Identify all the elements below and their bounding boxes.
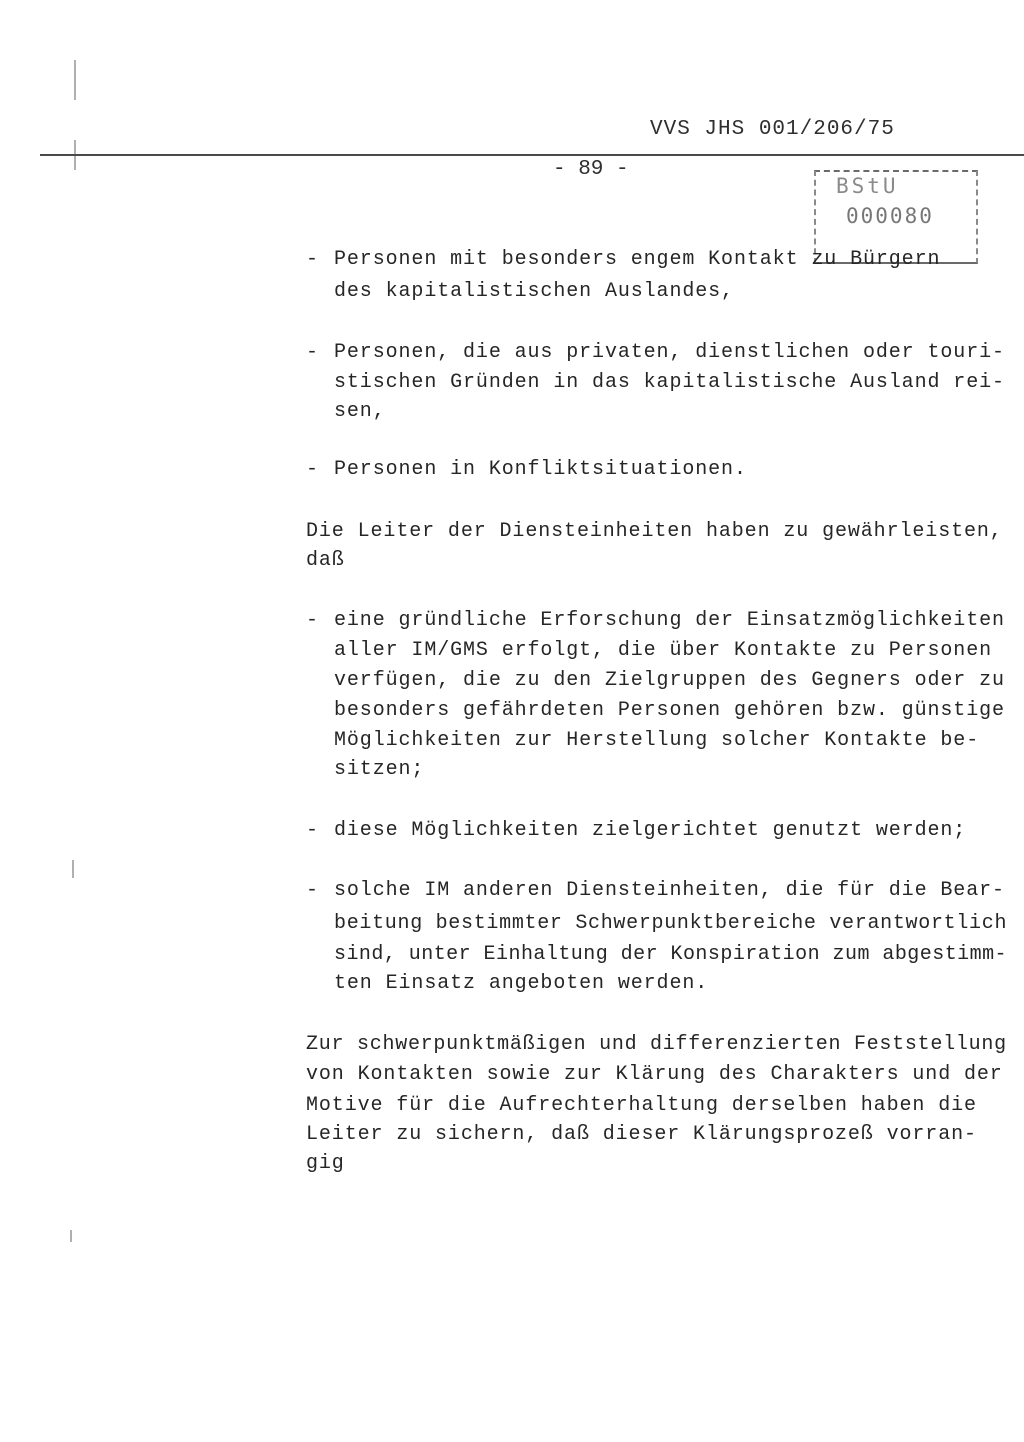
text-line: Motive für die Aufrechterhaltung derselben haben die [306,1094,977,1117]
text-line: sitzen; [334,758,425,781]
bullet-dash: - [306,819,319,842]
text-line: stischen Gründen in das kapitalistische Ausland rei- [334,371,1005,394]
text-line: Personen in Konfliktsituationen. [334,458,747,481]
header-rule [40,154,1024,156]
text-line: Leiter zu sichern, daß dieser Klärungsprozeß vorran- [306,1123,977,1146]
scan-speck [70,1230,72,1242]
bullet-dash: - [306,609,319,632]
page-number: - 89 - [553,158,629,181]
bullet-dash: - [306,458,319,481]
stamp-archive-label: BStU [836,174,899,198]
text-line: Zur schwerpunktmäßigen und differenzierten Feststellung [306,1033,1007,1056]
scan-speck [72,860,74,878]
text-line: aller IM/GMS erfolgt, die über Kontakte zu Personen [334,639,992,662]
text-line: ten Einsatz angeboten werden. [334,972,709,995]
document-reference: VVS JHS 001/206/75 [650,118,895,141]
stamp-archive-number: 000080 [846,204,934,228]
text-line: verfügen, die zu den Zielgruppen des Gegners oder zu [334,669,1005,692]
bullet-dash: - [306,879,319,902]
text-line: sen, [334,400,386,423]
text-line: Die Leiter der Diensteinheiten haben zu gewährleisten, [306,520,1003,543]
text-line: sind, unter Einhaltung der Konspiration zum abgestimm- [334,943,1008,966]
text-line: gig [306,1152,345,1175]
text-line: daß [306,549,345,572]
text-line: besonders gefährdeten Personen gehören bzw. günstige [334,699,1005,722]
text-line: Personen, die aus privaten, dienstlichen oder touri- [334,341,1005,364]
text-line: Personen mit besonders engem Kontakt zu Bürgern [334,248,941,271]
scan-speck [74,60,76,100]
text-line: eine gründliche Erforschung der Einsatzmöglichkeiten [334,609,1005,632]
text-line: Möglichkeiten zur Herstellung solcher Kontakte be- [334,729,980,752]
bullet-dash: - [306,248,319,271]
text-line: beitung bestimmter Schwerpunktbereiche verantwortlich [334,912,1008,935]
text-line: diese Möglichkeiten zielgerichtet genutzt werden; [334,819,967,842]
text-line: des kapitalistischen Auslandes, [334,280,734,303]
bullet-dash: - [306,341,319,364]
text-line: solche IM anderen Diensteinheiten, die für die Bear- [334,879,1005,902]
text-line: von Kontakten sowie zur Klärung des Charakters und der [306,1063,1003,1086]
